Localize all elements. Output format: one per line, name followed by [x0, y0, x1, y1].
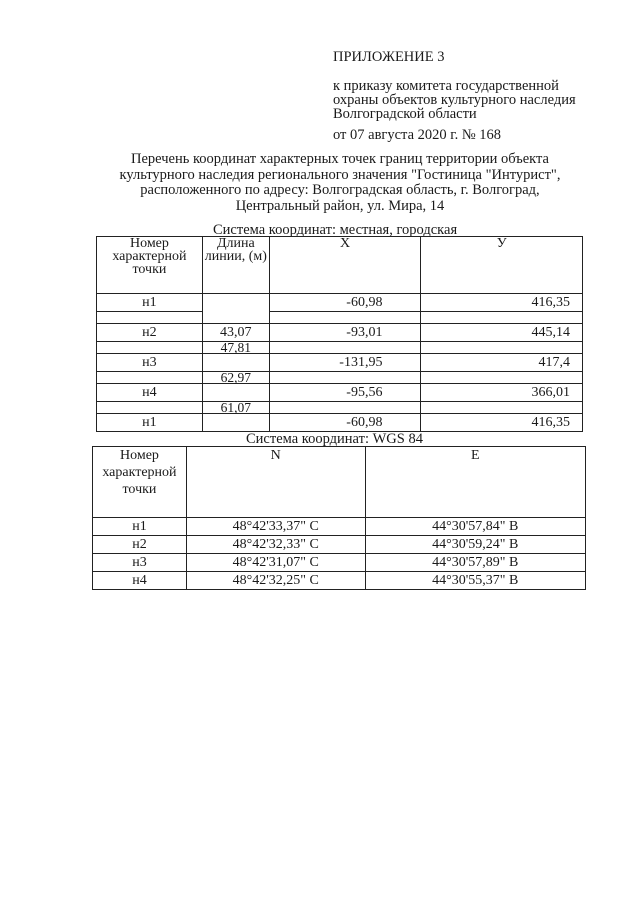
table-row: н4 -95,56 366,01 [97, 384, 583, 402]
order-line-3: Волгоградской области [333, 106, 477, 122]
header-x: X [269, 237, 421, 294]
wgs-table-caption: Система координат: WGS 84 [246, 431, 423, 447]
table-header-row [97, 237, 583, 294]
header-point: Номер характерной точки [93, 447, 187, 518]
table-row: н2 43,07 -93,01 445,14 [97, 324, 583, 342]
header-y: У [421, 237, 583, 294]
table-row: н1 -60,98 416,35 [97, 414, 583, 432]
segment-length: 47,81 [202, 342, 269, 354]
title-line-3: расположенного по адресу: Волгоградская область, г. Волгоград, [140, 182, 540, 198]
segment-length: 61,07 [202, 402, 269, 414]
table-row: н1 -60,98 416,35 [97, 294, 583, 312]
order-line-1: к приказу комитета государственной [333, 78, 559, 94]
header-e: E [365, 447, 585, 518]
order-date: от 07 августа 2020 г. № 168 [333, 127, 502, 143]
length-row [97, 312, 583, 324]
length-row [97, 342, 583, 354]
segment-length: 62,97 [202, 372, 269, 384]
table-row: н1 48°42'33,37" С 44°30'57,84" В [93, 518, 586, 536]
length-row [97, 402, 583, 414]
local-table-caption: Система координат: местная, городская [213, 222, 458, 238]
wgs-coordinates-table [92, 446, 586, 590]
title-line-2: культурного наследия регионального значения "Гостиница "Интурист", [119, 166, 561, 183]
table-row: н3 48°42'31,07" С 44°30'57,89" В [93, 554, 586, 572]
title-line-1: Перечень координат характерных точек границ территории объекта [131, 151, 549, 167]
order-line-2: охраны объектов культурного наследия [333, 92, 576, 108]
title-line-4: Центральный район, ул. Мира, 14 [235, 197, 445, 214]
table-row: н4 48°42'32,25" С 44°30'55,37" В [93, 572, 586, 590]
local-coordinates-table [96, 236, 583, 432]
segment-length: 43,07 [202, 324, 269, 342]
appendix-label: ПРИЛОЖЕНИЕ 3 [333, 49, 445, 65]
header-point: Номер характерной точки [97, 237, 203, 294]
document-title [60, 152, 620, 214]
length-row [97, 372, 583, 384]
table-row: н2 48°42'32,33" С 44°30'59,24" В [93, 536, 586, 554]
header-length: Длина линии, (м) [202, 237, 269, 294]
header-n: N [186, 447, 365, 518]
table-row: н3 -131,95 417,4 [97, 354, 583, 372]
table-header-row [93, 447, 586, 518]
